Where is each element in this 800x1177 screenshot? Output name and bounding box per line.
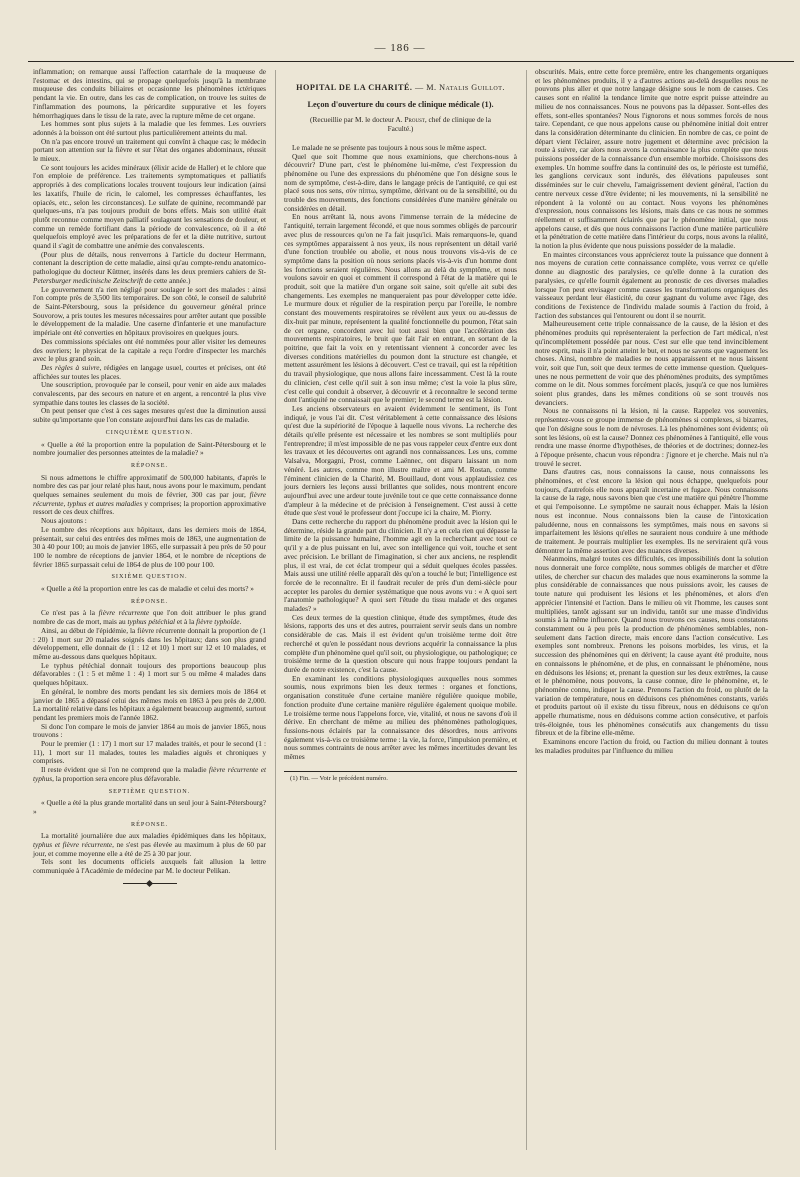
paragraph: Néanmoins, malgré toutes ces difficultés, ces impossibilités dont la solution nous donnerait une force complète, nous sommes obligés de marcher et d'être utiles, de chercher sur chacun des malades que nous examinerons la somme la plus considérable de connaissances que nous puissions avoir, les causes de toute nature qui produisent les lésions et les phénomènes, et alors d'en apprécier l'intensité et l'action. Dans le milieu où vit l'homme, les causes sont multipliées, tantôt agissant sur un individu, tantôt sur une masse d'individus soumis à la même influence. Quand nous trouvons ces causes, nous constatons constamment ou à peu près la production de phénomènes semblables, non-seulement dans l'action directe, mais encore dans l'action consécutive. Les exemples sont nombreux. Prenons les poisons morbides, les virus, et la succession des phénomènes qui en dérivent; la cause ayant été produite, nous en connaissons le phénomène, et de plus, en connaissant le phénomène, nous en déduisons les lésions; et, prenant la question sur les deux extrêmes, la cause et le phénomène, nous pouvons, la cause connue, dire le phénomène, et, le phénomène connu, indiquer la cause. Prenons l'action du froid, ou plutôt de la variation de température, nous en déduisons ces phénomènes constants, variés et produits partout où il existe du tissu fibreux, nous en déduisons ce qu'on appelle rhumatisme, nous en déduisons comme action consécutive, et parfois très-éloignée, tous les phénomènes consécutifs aux changements du tissu fibreux et de la fibrine elle-même. [535, 554, 768, 738]
paragraph [33, 766, 266, 783]
text-run: Il reste évident que si l'on ne comprend que la maladie [41, 765, 209, 775]
paragraph: Pour le premier (1 : 17) 1 mort sur 17 malades traités, et pour le second (1 : 11), 1 mort sur 11 malades, toutes les maladies aiguës et chroniques y comprises. [33, 739, 266, 766]
paragraph: Tels sont les documents officiels auxquels fait allusion la lettre communiquée à l'Académie de médecine par M. le docteur Pelikan. [33, 857, 266, 876]
paragraph: On peut penser que c'est à ces sages mesures qu'est due la diminution aussi subite qu'importante que l'on constate aujourd'hui dans les cas de maladie. [33, 406, 266, 425]
text-run: , ne s'est pas élevée au maximum à plus de 60 par jour, et comme moyenne elle a été de 25 à 30 par jour. [33, 840, 266, 858]
paragraph: En examinant les conditions physiologiques auxquelles nous sommes soumis, nous exprimons bien les deux termes : organes et fonctions, organisation constituée d'une certaine manière régulière quoique mobile, fonction produite d'une certaine manière régulière également quoique mobile. Le troisième terme nous l'appelons force, vie, vitalité, et nous ne savons d'où il dérive. En cherchant de même au milieu des phénomènes pathologiques, fussions-nous éclairés par la connaissance des désordres, nous arrivons également vis-à-vis ce troisième terme : la vie, la force, l'impulsion première, et nous sommes contraints de nous arrêter avec les mêmes incertitudes devant les mêmes [284, 673, 517, 762]
text-run: . [502, 83, 505, 92]
section-heading: RÉPONSE. [130, 820, 169, 828]
italic-text: Des règles à suivre [41, 362, 100, 372]
paragraph: En maintes circonstances vous apprécierez toute la puissance que donnent à nos moyens de curation cette connaissance complète, vous verrez ce qu'elle donne au diagnostic des paralysies, ce qu'elle donne à la curation des paralysies, ce qu'elle fournit également au pronostic de ces diverses maladies lorsque l'on peut envisager comme causes les transformations organiques des vaisseaux perdant leur élasticité, du cœur gagnant du volume avec l'âge, des conditions de l'existence de l'individu malade soumis à l'action du froid, à l'action des substances qui l'entourent ou dont il se nourrit. [535, 249, 768, 320]
paragraph: Ces deux termes de la question clinique, étude des symptômes, étude des lésions, rapports des uns et des autres, pourraient servir seuls dans un nombre considérable de cas. Mais il est évident qu'un troisième terme doit être recherché et qu'en le possédant nous devrions acquérir la connaissance la plus complète d'un phénomène quel qu'il soit, ou physiologique, ou pathologique; ce troisième terme de la question obscure qui nous frappe toujours pendant la durée de notre existence, c'est la cause. [284, 612, 517, 674]
paragraph: Ainsi, au début de l'épidémie, la fièvre récurrente donnait la proportion de (1 : 20) 1 mort sur 20 malades soignés dans les hôpitaux; dans son plus grand développement, elle donnait de (1 : 12 et 10) 1 mort sur 12 et 10 malades, et même au-dessous dans quelques hôpitaux. [33, 625, 266, 661]
italic-text: fièvre récurrente et typhus [33, 765, 267, 783]
paragraph: Si donc l'on compare le mois de janvier 1864 au mois de janvier 1865, nous trouvons : [33, 721, 266, 740]
section-heading: RÉPONSE. [130, 597, 169, 605]
text-run: , la proportion sera encore plus défavorable. [52, 773, 181, 783]
paragraph: On n'a pas encore trouvé un traitement qui convînt à chaque cas; le médecin portant son attention sur la fièvre et sur l'état des organes abdominaux, réussit le mieux. [33, 136, 266, 164]
paragraph: Dans cette recherche du rapport du phénomène produit avec la lésion qui le détermine, réside la grande part du clinicien. Il n'y a en cela rien qui dépasse la limite de la puissance humaine, l'homme agit en la recherchant avec tout ce qu'il y a de plus puissant en lui, avec son intelligence qui voit, touche et sent avec précision. Le brillant de l'imagination, si cher aux anciens, ne resplendit plus, il est vrai, de cet éclat trompeur qui a séduit quelques écoles passées. Mais aussi une utilité réelle apparaît dès qu'on a touché le but; l'intelligence est forcée de le reconnaître. Et il faudrait reculer de près d'un demi-siècle pour accepter les paroles du dernier systématique que nous avons vu : « A quoi sert l'anatomie pathologique? A quoi sert l'étude du tissu malade et des organes malades? » [284, 517, 517, 614]
paragraph: Quel que soit l'homme que nous examinions, que cherchons-nous à découvrir? D'une part, c'est le phénomène lui-même, c'est l'expression du phénomène ou l'une des expressions du phénomène que l'on désigne sous le nom de symptôme, c'est-à-dire, dans le langage précis de l'antiquité, ce qui est placé sous nos sens, σὺν πίπτω, symptôme, dérivant ou de la sensibilité, ou du trouble des mouvements, des fonctions considérées d'une manière générale ou considérées en détail. [284, 151, 517, 213]
paragraph: En nous arrêtant là, nous avons l'immense terrain de la médecine de l'antiquité, terrain largement fécondé, et que nous sommes obligés de parcourir avec plus de ressources qu'on ne l'a fait jusqu'ici. Mais remarquons-le, quand ces symptômes apparaissent à nos yeux, ils nous représentent un détail varié d'une fonction troublée ou abolie, et nous nous trouvons vis-à-vis de ce symptôme dans la position où nous serions placés vis-à-vis d'un homme dont les fonctions seraient régulières. Nous allons au delà du symptôme, et nous voulons savoir en quoi et comment il correspond à l'état de la matière qui le produit, soit que la matière d'un organe soit saine, soit qu'elle ait subi des changements. Les exemples ne manqueraient pas pour développer cette idée. Le murmure doux et régulier de la respiration perçu par l'oreille, le nombre constant des mouvements respiratoires se révèlent aux yeux ou au-dessus de dix-huit par minute, représentent la qualité fonctionnelle du poumon, l'état sain de cet organe, concordent avec lui tout aussi bien que l'accélération des mouvements respiratoires, le bruit que fait l'air en entrant, en sortant de la poitrine, que fait la voix en y retentissant viennent à concorder avec les diverses conditions matérielles du poumon dont la structure est changée, et mettent assurément les lésions à découvert. C'est ce travail, qui est la répétition du travail physiologique, que nous allons faire incessamment. C'est là la route du clinicien, c'est celle qu'il suit à son insu même; c'est la voie la plus sûre, c'est celle qui conduit à observer, à découvrir et à reconnaître le second terme dont l'antiquité ne connaissait que le premier; le second terme est la lésion. [284, 212, 517, 405]
italic-text: St-Petersburger medicinische Zeitschrift [33, 267, 266, 285]
italic-text: typhus et fièvre récurrente [33, 840, 113, 850]
italic-text: fièvre récurrente [98, 608, 150, 618]
section-heading: CINQUIÈME QUESTION. [105, 428, 194, 436]
text-run: y comprises; la proportion approximative ressort de ces deux chiffres. [33, 498, 266, 517]
paragraph: Le malade ne se présente pas toujours à nous sous le même aspect. [292, 142, 487, 152]
paragraph: En général, le nombre des morts pendant les six derniers mois de 1864 et janvier de 1865 a dépassé celui des mêmes mois en 1863 à peu près de 2,000. La mortalité relative dans les hôpitaux a également beaucoup augmenté, surtout pendant les premiers mois de l'année 1862. [33, 686, 266, 722]
paragraph: Malheureusement cette triple connaissance de la cause, de la lésion et des phénomènes produits qui représenteraient la perfection de l'art médical, n'est qu'incomplètement possédée par nous. C'est sur elle que tend invinciblement notre esprit, mais il n'a point atteint le but, et nous ne savons que vaguement les choses. Ainsi, nombre de maladies ne nous apparaissent et ne nous laissent voir, soit que l'un, soit que deux termes de cette immense question. Quelques-unes ne nous permettent de voir que des phénomènes produits, des symptômes comme on le dit. Nous sommes forcément placés, jusqu'à ce que nos lumières soient plus grandes, dans les mêmes conditions où se sont trouvés nos devanciers. [535, 319, 768, 407]
text-run: . [239, 617, 242, 627]
paragraph: Le nombre des réceptions aux hôpitaux, dans les derniers mois de 1864, présentait, sur celui des entrées des mêmes mois de 1863, une augmentation de 30 à 40 pour 100; au mois de janvier 1865, elle surpassait à peu près de 50 pour 100 le nombre de réceptions de janvier 1864, et le nombre de réceptions de février 1865 surpassait celui de 1864 de plus de 100 pour 100. [33, 524, 266, 569]
section-heading: RÉPONSE. [130, 461, 169, 469]
paragraph: Dans d'autres cas, nous connaissons la cause, nous connaissons les phénomènes, et c'est encore la lésion qui nous échappe, quelquefois pour toujours, d'autrefois elle nous apparaît incertaine et fugace. Nous connaissons la cause de la rage, nous savons bien que c'est une matière qui pénètre l'homme et qui l'empoisonne. Le symptôme ne saurait nous échapper. Mais la lésion nous est inconnue. Nous connaissons bien la cause de l'intoxication paludéenne, nous en connaissons les symptômes, mais nous en savons si imparfaitement les lésions qu'elles ne sauraient nous conduire à une méthode de traitement. Je pourrais multiplier les exemples. Ils ne serviraient qu'à vous démontrer la même assertion avec des nuances diverses. [535, 467, 768, 555]
text-run: , rédigées en langage usuel, courtes et précises, ont été affichées sur toutes les places. [33, 362, 266, 381]
paragraph: inflammation; on remarque aussi l'affection catarrhale de la muqueuse de l'estomac et des intestins, qui se propage quelquefois jusqu'à la membrane muqueuse des conduits biliaires et occasionne les phénomènes ictériques pendant la vie. En outre, dans les cas de complication, on trouve les suites de l'inflammation des poumons, la péricardite suppurative et les foyers hémorrhagiques dans le tissu de la rate, avec la rupture même de cet organe. [33, 67, 266, 120]
text-run: (Recueillie par M. le docteur A. [310, 115, 405, 125]
lecture-title: Leçon d'ouverture du cours de clinique médicale (1). [307, 99, 494, 109]
article-byline [284, 116, 517, 133]
left-column [33, 68, 266, 884]
column-divider [526, 70, 527, 1150]
paragraph: Ce sont toujours les acides minéraux (élixir acide de Haller) et le chlore que l'on emploie de préférence. Les traitements symptomatiques et palliatifs appropriés à des complications locales trouvent toujours leur indication (ainsi les laxatifs, l'huile de ricin, le calomel, les compresses échauffantes, les opiacés, etc., selon les circonstances). Le sulfate de quinine, recommandé par quelques-uns, n'a pas toujours produit de bons effets. Mais son utilité était plutôt reconnue comme moyen palliatif soulageant les sensations de douleur, et comme un remède fortifiant dans la période de convalescence, où il a été quelquefois employé avec les préparations de fer et la diète nutritive, surtout quand il s'agit de combattre une anémie des convalescents. [33, 162, 266, 251]
end-ornament [123, 883, 177, 884]
text-run: , chef de clinique de la Faculté.) [387, 115, 491, 134]
text-run: La mortalité journalière due aux maladies épidémiques dans les hôpitaux, [41, 831, 266, 841]
footnote: (1) Fin. — Voir le précédent numéro. [284, 771, 517, 783]
header-rule [28, 61, 794, 62]
paragraph [33, 609, 266, 626]
article-title [284, 84, 517, 93]
page-number: — 186 — [374, 42, 426, 54]
text-run: (Pour plus de détails, nous renverrons à l'article du docteur Herrmann, contenant la description de cette maladie, ainsi qu'au compte-rendu anatomico-pathologique du docteur Küttner, insérés dans les deux premiers cahiers de [33, 249, 266, 277]
text-run: et à la [175, 617, 197, 627]
paragraph: « Quelle a été la plus grande mortalité dans un seul jour à Saint-Pétersbourg? » [33, 798, 266, 816]
text-run: Ce n'est pas à la [41, 608, 99, 618]
smallcaps-text: Proust [404, 115, 425, 125]
column-divider [275, 70, 276, 1150]
paragraph: Les hommes sont plus sujets à la maladie que les femmes. Les ouvriers adonnés à la boisson ont été surtout plus particulièrement atteints du mal. [33, 119, 266, 137]
paragraph [33, 251, 266, 286]
paragraph: Une souscription, provoquée par le conseil, pour venir en aide aux malades convalescents, par des secours en nature et en argent, a rencontré la plus vive sympathie dans toutes les classes de la société. [33, 380, 266, 407]
paragraph [33, 832, 266, 858]
smallcaps-text: Natalis Guillot [439, 83, 503, 92]
paragraph: Examinons encore l'action du froid, ou l'action du milieu donnant à toutes les maladies produites par l'influence du milieu [535, 737, 768, 755]
bold-text: HOPITAL DE LA CHARITÉ. [296, 83, 413, 92]
section-heading: SIXIÈME QUESTION. [111, 573, 188, 581]
italic-text: typhus pétéchial [127, 617, 176, 627]
paragraph: Des commissions spéciales ont été nommées pour aller visiter les demeures des ouvriers; le physicat de la capitale a reçu l'ordre d'inspecter les marchés avec le plus grand soin. [33, 336, 266, 364]
text-run: Si nous admettons le chiffre approximatif de 500,000 habitants, d'après le nombre des cas par jour relaté plus haut, nous avons pour le maximum, pendant quelques semaines seulement du mois de février, 300 cas par jour, [33, 472, 266, 500]
paragraph: Nous ajoutons : [41, 516, 87, 526]
paragraph: « Quelle a été la proportion entre la population de Saint-Pétersbourg et le nombre journalier des personnes atteintes de la maladie? » [33, 439, 266, 458]
text-run: — M. [412, 83, 440, 92]
paragraph: Nous ne connaissons ni la lésion, ni la cause. Rappelez vos souvenirs, représentez-vous ce groupe immense de phénomènes si complexes, si bizarres, que l'on désigne sous le nom de névroses. Là les phénomènes sont évidents; où sont les lésions, où est la cause? Donnez ces phénomènes à l'antiquité, elle vous rendra une masse énorme d'hypothèses, de théories et de doctrines; donnez-les à l'époque présente, chacun vous répondra : j'ignore et je cherche. Mais nul n'a trouvé le secret. [535, 406, 768, 468]
paragraph: obscurités. Mais, entre cette force première, entre les changements organiques et les phénomènes produits, il y a d'autres actions au-delà desquelles nous ne pouvons plus aller et que notre langage désigne sous le nom de causes. Ces causes sont en réalité la tendance limite que notre esprit puisse atteindre au milieu de nos connaissances. Nous ne pouvons pas la dépasser. Sont-elles des effets, sont-elles spontanées? Nous l'ignorons et nous sommes forcés de nous taire. Cependant, ce que nous appelons cause ou phénomène initial doit entrer dans la considération déterminante du clinicien. En nombre de cas, ce point de départ vient l'éclairer, assure notre jugement et détermine avec précision la route à suivre, car alors nous avons la connaissance la plus complète que nous puissions posséder de la connaissance d'un ensemble morbide. Choisissons des exemples. Un homme souffre dans la continuité des os, le périoste est tuméfié, les ganglions cervicaux sont indurés, des élévations papuleuses sont disséminées sur le cuir chevelu, l'amaigrissement devient général, l'action du centre nerveux cesse d'être évidente; ni les mouvements, ni la sensibilité ne répondent à la volonté ou au contact. Nous voyons les phénomènes d'expression, nous connaissons les lésions, mais dans ce cas nous ne sommes réellement et suffisamment éclairés que par le phénomène initial, que nous appelons cause, et dès que nous connaissons l'action d'une matière particulière et la pénétration de cette matière dans l'intérieur du corps, nous avons la réalité, la notion la plus évidente que nous puissions posséder de la maladie. [535, 67, 768, 251]
paragraph [33, 364, 266, 381]
text-run: que l'on doit attribuer le plus grand nombre de cas de mort, mais au [33, 608, 266, 627]
text-run: de cette année.) [142, 275, 191, 285]
middle-column [284, 84, 517, 783]
paragraph: Les anciens observateurs en avaient évidemment le sentiment, ils l'ont indiqué, je vous l'ai dit. C'est véritablement à cette connaissance des lésions qu'est due la supériorité de l'époque à laquelle nous vivons. La recherche des détails qu'elle présente est nécessaire et les nombres se sont multipliés pour l'entreprendre; il m'est impossible de ne pas vous rappeler ceux d'entre eux dont les travaux et les découvertes ont agrandi nos connaissances. Les uns, comme Valsalva, Morgagni, Prost, comme Laënnec, ont disparu laissant un nom vénéré. Les autres, comme mon illustre maître et ami M. Rostan, comme l'éminent clinicien de la Charité, M. Bouillaud, dont vous applaudissiez ces jours derniers les leçons aussi brillantes que solides, nous montrent encore aujourd'hui avec une ardeur toute juvénile tout ce que cette connaissance donne d'ampleur à la médecine et de précision à l'enseignement. C'est aussi à cette étude que s'est voué le professeur dont j'occupe ici la chaire, M. Piorry. [284, 403, 517, 518]
right-column [535, 68, 768, 756]
paragraph [33, 474, 266, 518]
paragraph: Le gouvernement n'a rien négligé pour soulager le sort des malades : ainsi l'on compte près de 3,500 lits temporaires. De son côté, le conseil de salubrité de Saint-Pétersbourg, sous la présidence du gouverneur général prince Souvorow, a pris toutes les mesures nécessaires pour arrêter autant que possible le développement de la maladie. Une caserne d'infanterie et une manufacture impériale ont été converties en hôpitaux provisoires en quelques jours. [33, 284, 266, 338]
paragraph: « Quelle a été la proportion entre les cas de maladie et celui des morts? » [41, 584, 254, 594]
paragraph: Le typhus pétéchial donnait toujours des proportions beaucoup plus défavorables : (1 : 5 et même 1 : 4) 1 mort sur 5 ou même 4 malades dans quelques hôpitaux. [33, 660, 266, 688]
italic-text: fièvre typhoïde [196, 617, 240, 627]
italic-text: fièvre récurrente, typhus et autres maladies [33, 490, 266, 508]
section-heading: SEPTIÈME QUESTION. [108, 787, 191, 795]
